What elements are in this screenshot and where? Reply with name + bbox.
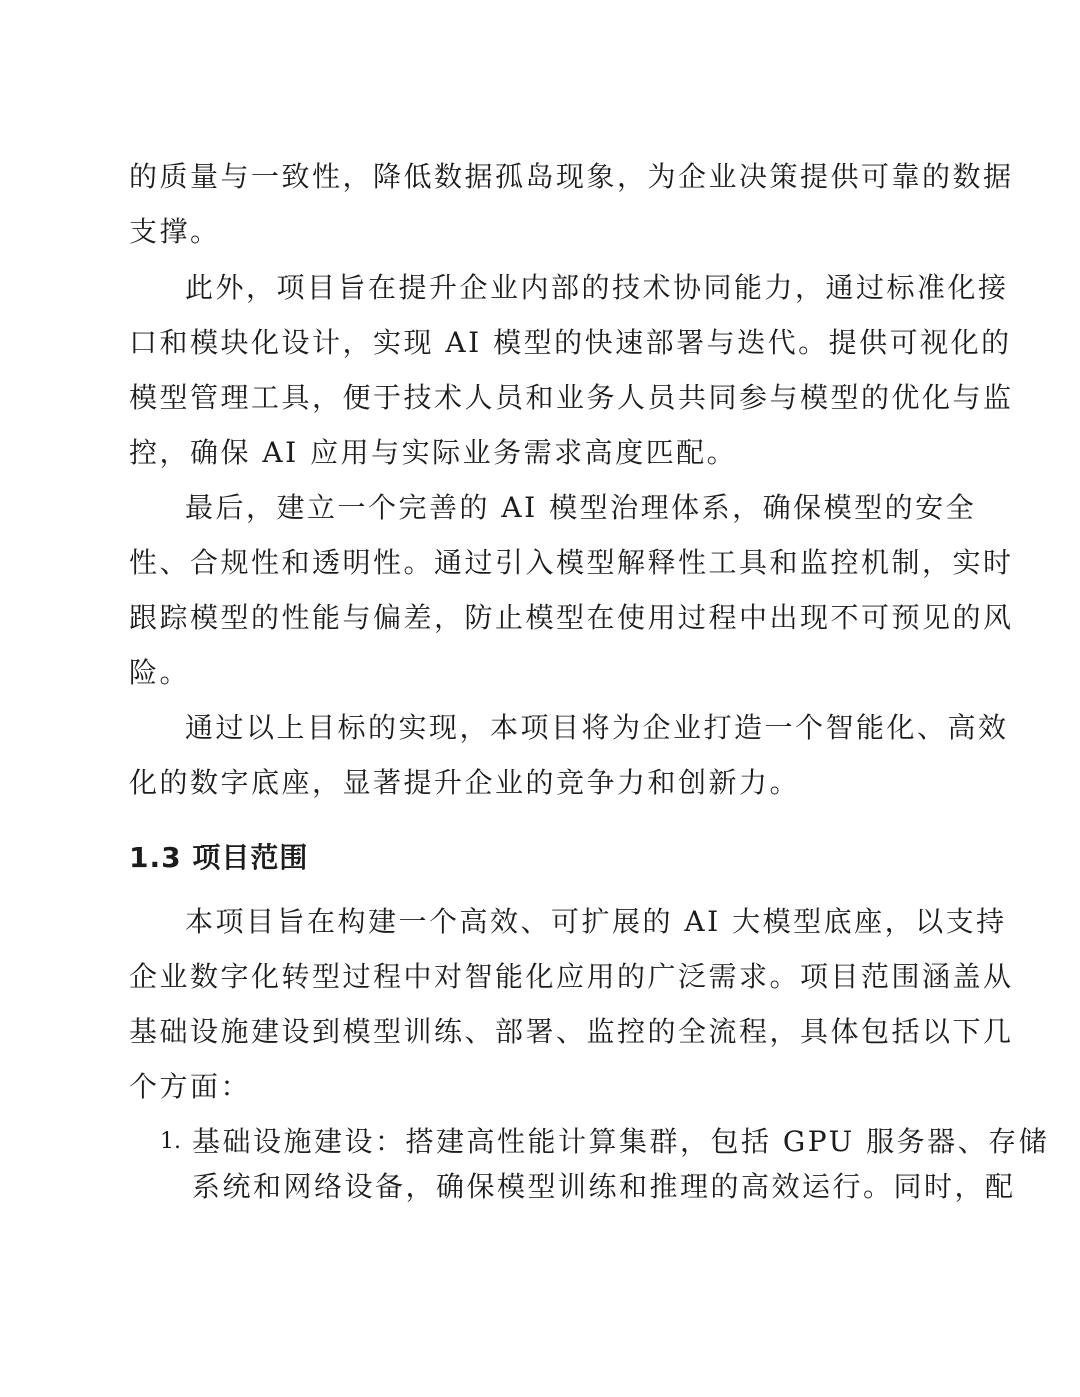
paragraph-3-line-1: 最后，建立一个完善的 AI 模型治理体系，确保模型的安全 [185, 491, 977, 524]
paragraph-2-line-4: 控，确保 AI 应用与实际业务需求高度匹配。 [129, 436, 738, 469]
list-item-line-1: 基础设施建设：搭建高性能计算集群，包括 GPU 服务器、存储 [192, 1125, 1050, 1158]
list-item-number: 1. [160, 1129, 181, 1154]
paragraph-4-line-1: 通过以上目标的实现，本项目将为企业打造一个智能化、高效 [185, 711, 1009, 744]
paragraph-5-line-1: 本项目旨在构建一个高效、可扩展的 AI 大模型底座，以支持 [185, 905, 1007, 938]
paragraph-2-line-1: 此外，项目旨在提升企业内部的技术协同能力，通过标准化接 [185, 271, 1009, 304]
paragraph-5-line-2: 企业数字化转型过程中对智能化应用的广泛需求。项目范围涵盖从 [129, 960, 1014, 993]
paragraph-4-line-2: 化的数字底座，显著提升企业的竞争力和创新力。 [129, 766, 801, 799]
paragraph-2-line-3: 模型管理工具，便于技术人员和业务人员共同参与模型的优化与监 [129, 381, 1014, 414]
paragraph-1-line-2: 支撑。 [129, 215, 221, 248]
paragraph-2-line-2: 口和模块化设计，实现 AI 模型的快速部署与迭代。提供可视化的 [129, 326, 1012, 359]
paragraph-5-line-3: 基础设施建设到模型训练、部署、监控的全流程，具体包括以下几 [129, 1015, 1014, 1048]
paragraph-3-line-3: 跟踪模型的性能与偏差，防止模型在使用过程中出现不可预见的风 [129, 601, 1014, 634]
paragraph-1-line-1: 的质量与一致性，降低数据孤岛现象，为企业决策提供可靠的数据 [129, 160, 1014, 193]
list-item-line-2: 系统和网络设备，确保模型训练和推理的高效运行。同时，配 [192, 1170, 1016, 1203]
paragraph-3-line-4: 险。 [129, 656, 191, 689]
paragraph-3-line-2: 性、合规性和透明性。通过引入模型解释性工具和监控机制，实时 [129, 546, 1014, 579]
paragraph-5-line-4: 个方面： [129, 1070, 252, 1103]
section-heading: 1.3 项目范围 [129, 841, 309, 874]
